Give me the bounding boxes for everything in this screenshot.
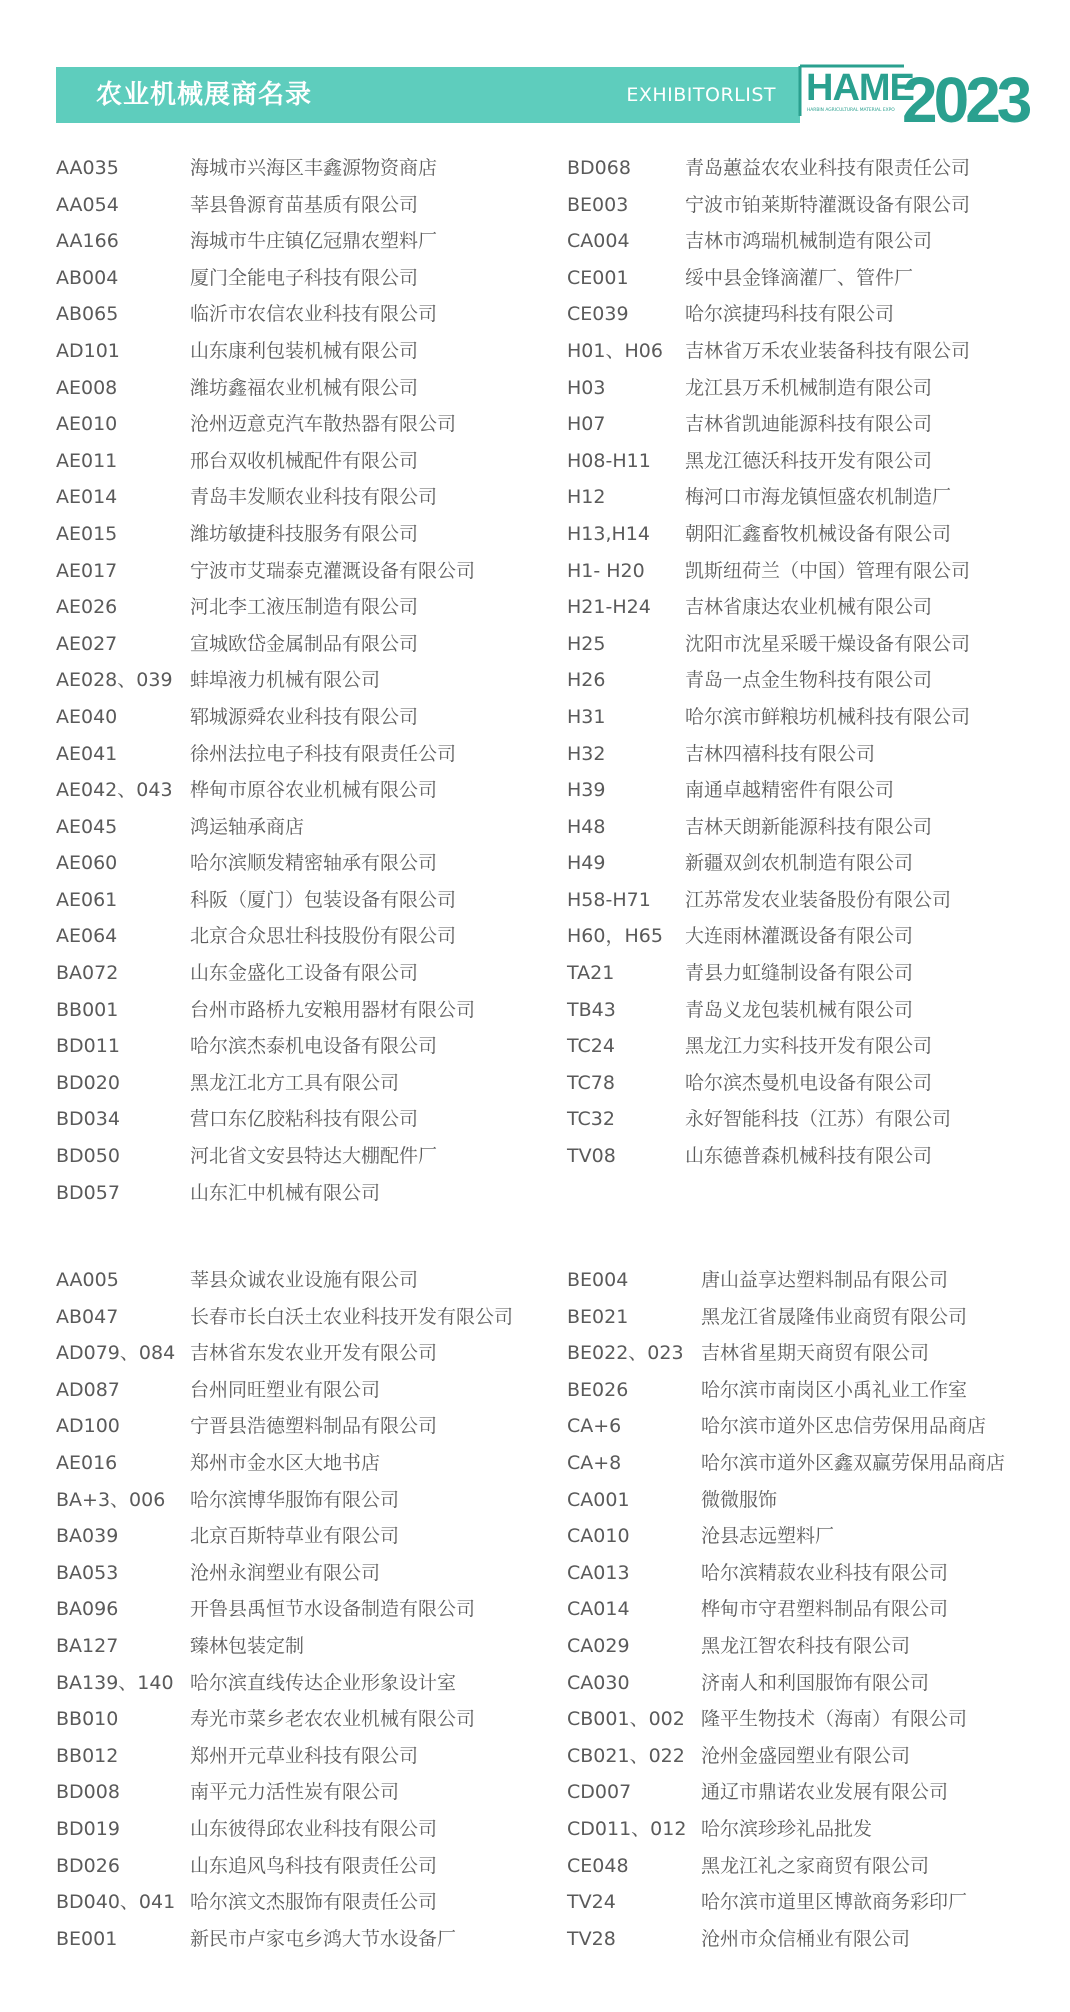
exhibitor-name: 微微服饰: [701, 1488, 778, 1511]
booth-code: BA072: [56, 962, 119, 985]
exhibitor-row: [56, 1482, 546, 1519]
exhibitor-row: [567, 296, 1047, 333]
logo-text: HAME: [806, 67, 914, 109]
exhibitor-row: [56, 845, 536, 882]
exhibitor-name: 沧州金盛园塑业有限公司: [701, 1744, 911, 1767]
exhibitor-row: [567, 1555, 1047, 1592]
exhibitor-column-right: [567, 150, 1047, 1175]
exhibitor-name: 黑龙江力实科技开发有限公司: [685, 1035, 933, 1058]
exhibitor-row: [567, 1408, 1047, 1445]
exhibitor-name: 朝阳汇鑫畜牧机械设备有限公司: [685, 522, 952, 545]
exhibitor-row: [567, 1299, 1047, 1336]
exhibitor-name: 开鲁县禹恒节水设备制造有限公司: [190, 1598, 476, 1621]
exhibitor-row: [56, 1262, 546, 1299]
exhibitor-name: 黑龙江礼之家商贸有限公司: [701, 1854, 930, 1877]
exhibitor-row: [567, 1101, 1047, 1138]
exhibitor-name: 吉林省星期天商贸有限公司: [701, 1342, 930, 1365]
exhibitor-name: 臻林包装定制: [190, 1634, 305, 1657]
exhibitor-name: 河北省文安县特达大棚配件厂: [190, 1145, 438, 1168]
exhibitor-name: 哈尔滨直线传达企业形象设计室: [190, 1671, 457, 1694]
exhibitor-name: 江苏常发农业装备股份有限公司: [685, 888, 952, 911]
booth-code: CA013: [567, 1561, 630, 1584]
exhibitor-row: [567, 882, 1047, 919]
booth-code: AD079、084: [56, 1342, 176, 1365]
page-header: [56, 67, 800, 123]
booth-code: BB010: [56, 1708, 119, 1731]
exhibitor-name: 邢台双收机械配件有限公司: [190, 449, 419, 472]
exhibitor-column-left: [56, 1262, 546, 1957]
exhibitor-row: [567, 1482, 1047, 1519]
page-subtitle: EXHIBITORLIST: [626, 84, 776, 106]
exhibitor-name: 河北李工液压制造有限公司: [190, 596, 419, 619]
exhibitor-row: [567, 1738, 1047, 1775]
exhibitor-row: [56, 882, 536, 919]
booth-code: AE060: [56, 852, 118, 875]
exhibitor-name: 吉林省凯迪能源科技有限公司: [685, 413, 933, 436]
booth-code: AA035: [56, 157, 119, 179]
exhibitor-row: [56, 260, 536, 297]
exhibitor-row: [56, 626, 536, 663]
booth-code: TC32: [567, 1108, 615, 1131]
exhibitor-name: 鸿运轴承商店: [190, 815, 305, 838]
exhibitor-name: 吉林市鸿瑞机械制造有限公司: [685, 230, 933, 253]
booth-code: AE027: [56, 632, 118, 655]
exhibitor-name: 徐州法拉电子科技有限责任公司: [190, 742, 457, 765]
booth-code: CA004: [567, 230, 630, 253]
exhibitor-name: 凯斯纽荷兰（中国）管理有限公司: [685, 559, 971, 582]
exhibitor-name: 青县力虹缝制设备有限公司: [685, 962, 914, 985]
exhibitor-row: [567, 1138, 1047, 1175]
exhibitor-row: [567, 1774, 1047, 1811]
booth-code: AD101: [56, 339, 120, 362]
exhibitor-row: [56, 809, 536, 846]
exhibitor-row: [56, 1774, 546, 1811]
exhibitor-row: [567, 1628, 1047, 1665]
exhibitor-name: 哈尔滨市道外区鑫双赢劳保用品商店: [701, 1451, 1006, 1474]
exhibitor-name: 吉林省东发农业开发有限公司: [190, 1342, 438, 1365]
booth-code: H03: [567, 376, 606, 399]
booth-code: AB047: [56, 1305, 119, 1328]
exhibitor-row: [567, 260, 1047, 297]
booth-code: AE042、043: [56, 779, 173, 802]
exhibitor-name: 郓城源舜农业科技有限公司: [190, 705, 419, 728]
exhibitor-name: 龙江县万禾机械制造有限公司: [685, 376, 933, 399]
exhibitor-row: [567, 370, 1047, 407]
exhibitor-row: [56, 187, 536, 224]
exhibitor-row: [56, 333, 536, 370]
exhibitor-row: [567, 1445, 1047, 1482]
exhibitor-name: 青岛蕙益农农业科技有限责任公司: [685, 157, 971, 179]
exhibitor-name: 哈尔滨杰泰机电设备有限公司: [190, 1035, 438, 1058]
exhibitor-name: 青岛义龙包装机械有限公司: [685, 998, 914, 1021]
booth-code: TB43: [567, 998, 616, 1021]
exhibitor-row: [567, 662, 1047, 699]
booth-code: H01、H06: [567, 339, 663, 362]
exhibitor-name: 海城市牛庄镇亿冠鼎农塑料厂: [190, 230, 438, 253]
exhibitor-name: 哈尔滨博华服饰有限公司: [190, 1488, 400, 1511]
exhibitor-name: 吉林省康达农业机械有限公司: [685, 596, 933, 619]
exhibitor-name: 绥中县金锋滴灌厂、管件厂: [685, 266, 914, 289]
exhibitor-name: 黑龙江北方工具有限公司: [190, 1071, 400, 1094]
exhibitor-column-right: [567, 1262, 1047, 1957]
booth-code: H1- H20: [567, 559, 645, 582]
booth-code: BB001: [56, 998, 119, 1021]
booth-code: CA030: [567, 1671, 630, 1694]
exhibitor-name: 黑龙江省晟隆伟业商贸有限公司: [701, 1305, 968, 1328]
exhibitor-name: 山东康利包装机械有限公司: [190, 339, 419, 362]
booth-code: AE017: [56, 559, 118, 582]
exhibitor-name: 隆平生物技术（海南）有限公司: [701, 1708, 968, 1731]
exhibitor-name: 山东德普森机械科技有限公司: [685, 1145, 933, 1168]
booth-code: CD011、012: [567, 1817, 687, 1840]
booth-code: TC24: [567, 1035, 615, 1058]
exhibitor-name: 郑州市金水区大地书店: [190, 1451, 381, 1474]
exhibitor-row: [56, 1811, 546, 1848]
exhibitor-name: 青岛丰发顺农业科技有限公司: [190, 486, 438, 509]
exhibitor-row: [56, 1701, 546, 1738]
booth-code: AE016: [56, 1451, 118, 1474]
exhibitor-row: [567, 845, 1047, 882]
booth-code: AE014: [56, 486, 118, 509]
exhibitor-row: [56, 992, 536, 1029]
booth-code: AB065: [56, 303, 119, 326]
booth-code: H58-H71: [567, 888, 651, 911]
exhibitor-row: [56, 1921, 546, 1958]
exhibitor-name: 青岛一点金生物科技有限公司: [685, 669, 933, 692]
booth-code: H25: [567, 632, 606, 655]
booth-code: BE003: [567, 193, 629, 216]
exhibitor-name: 厦门全能电子科技有限公司: [190, 266, 419, 289]
exhibitor-row: [56, 406, 536, 443]
booth-code: AE011: [56, 449, 118, 472]
exhibitor-row: [567, 1701, 1047, 1738]
booth-code: CA001: [567, 1488, 630, 1511]
booth-code: BE004: [567, 1269, 629, 1291]
booth-code: CE039: [567, 303, 629, 326]
booth-code: TV28: [567, 1927, 616, 1950]
exhibitor-name: 吉林省万禾农业装备科技有限公司: [685, 339, 971, 362]
exhibitor-row: [567, 333, 1047, 370]
booth-code: BD040、041: [56, 1891, 176, 1914]
exhibitor-row: [56, 296, 536, 333]
exhibitor-row: [56, 699, 536, 736]
exhibitor-name: 山东彼得邱农业科技有限公司: [190, 1817, 438, 1840]
exhibitor-name: 吉林四禧科技有限公司: [685, 742, 876, 765]
booth-code: BA+3、006: [56, 1488, 166, 1511]
booth-code: BD019: [56, 1817, 120, 1840]
exhibitor-row: [567, 1921, 1047, 1958]
exhibitor-row: [567, 1372, 1047, 1409]
exhibitor-name: 临沂市农信农业科技有限公司: [190, 303, 438, 326]
booth-code: CE001: [567, 266, 629, 289]
exhibitor-name: 寿光市菜乡老农农业机械有限公司: [190, 1708, 476, 1731]
booth-code: H48: [567, 815, 606, 838]
booth-code: CB001、002: [567, 1708, 685, 1731]
exhibitor-row: [56, 1555, 546, 1592]
booth-code: BA039: [56, 1525, 119, 1548]
exhibitor-row: [56, 1299, 546, 1336]
exhibitor-row: [567, 1065, 1047, 1102]
exhibitor-name: 山东追风鸟科技有限责任公司: [190, 1854, 438, 1877]
exhibitor-name: 唐山益享达塑料制品有限公司: [701, 1269, 949, 1291]
booth-code: AE028、039: [56, 669, 173, 692]
booth-code: CA029: [567, 1634, 630, 1657]
booth-code: BD050: [56, 1145, 120, 1168]
exhibitor-row: [567, 1811, 1047, 1848]
booth-code: BE026: [567, 1378, 629, 1401]
exhibitor-name: 蚌埠液力机械有限公司: [190, 669, 381, 692]
booth-code: H31: [567, 705, 606, 728]
exhibitor-row: [567, 443, 1047, 480]
exhibitor-row: [567, 1262, 1047, 1299]
booth-code: AE061: [56, 888, 118, 911]
exhibitor-row: [56, 1848, 546, 1885]
exhibitor-name: 桦甸市原谷农业机械有限公司: [190, 779, 438, 802]
exhibitor-row: [56, 553, 536, 590]
booth-code: H12: [567, 486, 606, 509]
exhibitor-row: [567, 406, 1047, 443]
exhibitor-row: [56, 736, 536, 773]
exhibitor-name: 莘县鲁源育苗基质有限公司: [190, 193, 419, 216]
booth-code: BD026: [56, 1854, 120, 1877]
exhibitor-row: [56, 662, 536, 699]
booth-code: AE015: [56, 522, 118, 545]
booth-code: TA21: [567, 962, 615, 985]
exhibitor-name: 潍坊敏捷科技服务有限公司: [190, 522, 419, 545]
exhibitor-name: 长春市长白沃土农业科技开发有限公司: [190, 1305, 514, 1328]
exhibitor-row: [567, 1518, 1047, 1555]
exhibitor-row: [56, 1065, 536, 1102]
exhibitor-name: 哈尔滨市道里区博歆商务彩印厂: [701, 1891, 968, 1914]
exhibitor-name: 黑龙江智农科技有限公司: [701, 1634, 911, 1657]
exhibitor-row: [567, 809, 1047, 846]
booth-code: CB021、022: [567, 1744, 685, 1767]
exhibitor-row: [56, 150, 536, 187]
exhibitor-name: 南平元力活性炭有限公司: [190, 1781, 400, 1804]
hame-2023-logo: [796, 58, 1038, 130]
exhibitor-row: [56, 918, 536, 955]
exhibitor-row: [56, 1335, 546, 1372]
booth-code: BD011: [56, 1035, 120, 1058]
exhibitor-row: [56, 370, 536, 407]
booth-code: AA166: [56, 230, 119, 253]
exhibitor-row: [56, 1665, 546, 1702]
exhibitor-name: 宁波市艾瑞泰克灌溉设备有限公司: [190, 559, 476, 582]
exhibitor-row: [56, 1175, 536, 1212]
booth-code: H39: [567, 779, 606, 802]
exhibitor-row: [567, 479, 1047, 516]
exhibitor-name: 哈尔滨顺发精密轴承有限公司: [190, 852, 438, 875]
exhibitor-row: [567, 589, 1047, 626]
booth-code: CA010: [567, 1525, 630, 1548]
exhibitor-name: 梅河口市海龙镇恒盛农机制造厂: [685, 486, 952, 509]
booth-code: H08-H11: [567, 449, 651, 472]
exhibitor-name: 哈尔滨市鲜粮坊机械科技有限公司: [685, 705, 971, 728]
exhibitor-name: 沧县志远塑料厂: [701, 1525, 835, 1548]
exhibitor-row: [567, 772, 1047, 809]
exhibitor-name: 沧州迈意克汽车散热器有限公司: [190, 413, 457, 436]
booth-code: AD087: [56, 1378, 120, 1401]
booth-code: CD007: [567, 1781, 632, 1804]
exhibitor-row: [567, 1028, 1047, 1065]
booth-code: CA+6: [567, 1415, 622, 1438]
exhibitor-row: [56, 1628, 546, 1665]
exhibitor-name: 哈尔滨文杰服饰有限责任公司: [190, 1891, 438, 1914]
booth-code: AD100: [56, 1415, 120, 1438]
booth-code: AE010: [56, 413, 118, 436]
exhibitor-row: [56, 443, 536, 480]
booth-code: AB004: [56, 266, 119, 289]
booth-code: CA+8: [567, 1451, 622, 1474]
exhibitor-name: 宣城欧岱金属制品有限公司: [190, 632, 419, 655]
exhibitor-column-left: [56, 150, 536, 1211]
booth-code: H21-H24: [567, 596, 651, 619]
exhibitor-row: [567, 187, 1047, 224]
exhibitor-row: [567, 992, 1047, 1029]
exhibitor-name: 新疆双剑农机制造有限公司: [685, 852, 914, 875]
exhibitor-name: 山东汇中机械有限公司: [190, 1181, 381, 1204]
exhibitor-name: 哈尔滨捷玛科技有限公司: [685, 303, 895, 326]
booth-code: AE064: [56, 925, 118, 948]
exhibitor-row: [56, 1445, 546, 1482]
exhibitor-name: 南通卓越精密件有限公司: [685, 779, 895, 802]
booth-code: AA005: [56, 1269, 119, 1291]
exhibitor-name: 沧州市众信桶业有限公司: [701, 1927, 911, 1950]
exhibitor-name: 山东金盛化工设备有限公司: [190, 962, 419, 985]
exhibitor-name: 哈尔滨精菽农业科技有限公司: [701, 1561, 949, 1584]
booth-code: AE041: [56, 742, 118, 765]
page-title: 农业机械展商名录: [96, 80, 313, 110]
booth-code: BD034: [56, 1108, 120, 1131]
booth-code: BB012: [56, 1744, 119, 1767]
exhibitor-row: [56, 516, 536, 553]
exhibitor-row: [567, 1884, 1047, 1921]
exhibitor-row: [567, 1591, 1047, 1628]
exhibitor-name: 哈尔滨珍珍礼品批发: [701, 1817, 873, 1840]
exhibitor-name: 宁波市铂莱斯特灌溉设备有限公司: [685, 193, 971, 216]
exhibitor-name: 沧州永润塑业有限公司: [190, 1561, 381, 1584]
exhibitor-name: 郑州开元草业科技有限公司: [190, 1744, 419, 1767]
exhibitor-name: 大连雨林灌溉设备有限公司: [685, 925, 914, 948]
booth-code: BE001: [56, 1927, 118, 1950]
exhibitor-name: 莘县众诚农业设施有限公司: [190, 1269, 419, 1291]
exhibitor-name: 济南人和利国服饰有限公司: [701, 1671, 930, 1694]
exhibitor-row: [56, 772, 536, 809]
booth-code: AA054: [56, 193, 119, 216]
exhibitor-name: 北京合众思壮科技股份有限公司: [190, 925, 457, 948]
exhibitor-row: [567, 699, 1047, 736]
booth-code: BD057: [56, 1181, 120, 1204]
exhibitor-row: [567, 626, 1047, 663]
booth-code: H07: [567, 413, 606, 436]
exhibitor-row: [56, 479, 536, 516]
logo-tagline: HARBIN AGRICULTURAL MATERIAL EXPO: [807, 108, 895, 113]
exhibitor-name: 北京百斯特草业有限公司: [190, 1525, 400, 1548]
exhibitor-row: [567, 1335, 1047, 1372]
exhibitor-row: [56, 1408, 546, 1445]
booth-code: TV24: [567, 1891, 616, 1914]
exhibitor-name: 永好智能科技（江苏）有限公司: [685, 1108, 952, 1131]
exhibitor-row: [567, 736, 1047, 773]
exhibitor-name: 营口东亿胶粘科技有限公司: [190, 1108, 419, 1131]
booth-code: H49: [567, 852, 606, 875]
exhibitor-name: 哈尔滨市道外区忠信劳保用品商店: [701, 1415, 987, 1438]
exhibitor-name: 宁晋县浩德塑料制品有限公司: [190, 1415, 438, 1438]
exhibitor-row: [56, 1372, 546, 1409]
exhibitor-row: [567, 223, 1047, 260]
exhibitor-row: [56, 1101, 536, 1138]
logo-year: 2023: [902, 64, 1029, 130]
booth-code: AE008: [56, 376, 118, 399]
exhibitor-row: [56, 223, 536, 260]
booth-code: CE048: [567, 1854, 629, 1877]
booth-code: BD068: [567, 157, 631, 179]
booth-code: BE022、023: [567, 1342, 684, 1365]
exhibitor-name: 哈尔滨市南岗区小禹礼业工作室: [701, 1378, 968, 1401]
exhibitor-name: 沈阳市沈星采暖干燥设备有限公司: [685, 632, 971, 655]
exhibitor-name: 潍坊鑫福农业机械有限公司: [190, 376, 419, 399]
booth-code: BD020: [56, 1071, 120, 1094]
booth-code: TV08: [567, 1145, 616, 1168]
exhibitor-name: 新民市卢家屯乡鸿大节水设备厂: [190, 1927, 457, 1950]
exhibitor-name: 台州市路桥九安粮用器材有限公司: [190, 998, 476, 1021]
exhibitor-name: 黑龙江德沃科技开发有限公司: [685, 449, 933, 472]
exhibitor-row: [56, 1884, 546, 1921]
exhibitor-row: [56, 1738, 546, 1775]
booth-code: H32: [567, 742, 606, 765]
exhibitor-name: 通辽市鼎诺农业发展有限公司: [701, 1781, 949, 1804]
exhibitor-name: 哈尔滨杰曼机电设备有限公司: [685, 1071, 933, 1094]
booth-code: BE021: [567, 1305, 629, 1328]
booth-code: CA014: [567, 1598, 630, 1621]
exhibitor-row: [56, 589, 536, 626]
exhibitor-row: [567, 553, 1047, 590]
exhibitor-row: [56, 1518, 546, 1555]
exhibitor-name: 吉林天朗新能源科技有限公司: [685, 815, 933, 838]
exhibitor-name: 海城市兴海区丰鑫源物资商店: [190, 157, 438, 179]
booth-code: H60，H65: [567, 925, 663, 948]
exhibitor-row: [567, 150, 1047, 187]
booth-code: H13,H14: [567, 522, 650, 545]
exhibitor-name: 台州同旺塑业有限公司: [190, 1378, 381, 1401]
booth-code: AE026: [56, 596, 118, 619]
exhibitor-name: 桦甸市守君塑料制品有限公司: [701, 1598, 949, 1621]
exhibitor-row: [567, 516, 1047, 553]
exhibitor-row: [56, 1028, 536, 1065]
booth-code: TC78: [567, 1071, 615, 1094]
exhibitor-row: [567, 955, 1047, 992]
booth-code: H26: [567, 669, 606, 692]
booth-code: AE045: [56, 815, 118, 838]
exhibitor-row: [567, 1848, 1047, 1885]
exhibitor-row: [56, 1591, 546, 1628]
exhibitor-row: [56, 955, 536, 992]
booth-code: BD008: [56, 1781, 120, 1804]
exhibitor-row: [567, 918, 1047, 955]
booth-code: AE040: [56, 705, 118, 728]
booth-code: BA127: [56, 1634, 119, 1657]
booth-code: BA139、140: [56, 1671, 174, 1694]
exhibitor-row: [56, 1138, 536, 1175]
booth-code: BA096: [56, 1598, 119, 1621]
exhibitor-row: [567, 1665, 1047, 1702]
booth-code: BA053: [56, 1561, 119, 1584]
exhibitor-name: 科阪（厦门）包装设备有限公司: [190, 888, 457, 911]
